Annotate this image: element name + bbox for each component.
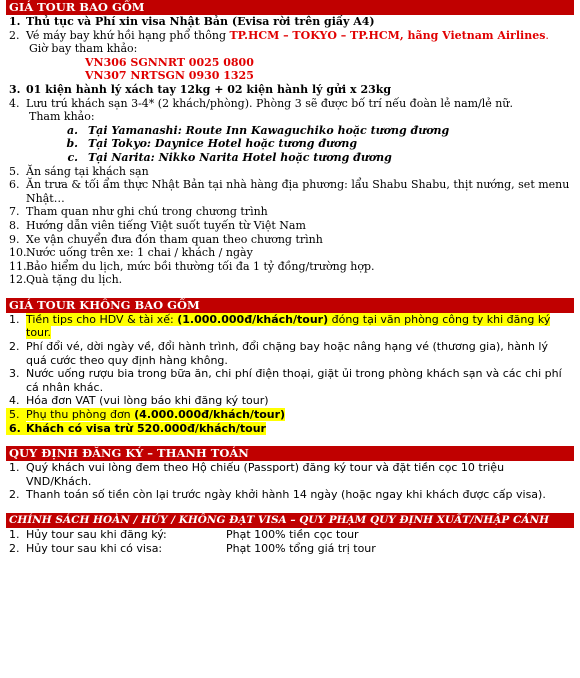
policy-header: CHÍNH SÁCH HOÀN / HỦY / KHÔNG ĐẠT VISA – QUY PHẠM QUY ĐỊNH XUẤT/NHẬP CẢNH	[6, 513, 574, 528]
list-item: 6. Ăn trưa & tối ẩm thực Nhật Bản tại nhà hàng địa phương: lẩu Shabu Shabu, thịt nướng, set menu Nhật…	[9, 178, 570, 205]
list-item: 9. Xe vận chuyển đưa đón tham quan theo chương trình	[9, 232, 323, 246]
list-item: 5. Phụ thu phòng đơn (4.000.000đ/khách/tour)	[6, 408, 574, 422]
list-item: 5. Ăn sáng tại khách sạn	[9, 164, 149, 178]
list-item: 3. Nước uống rượu bia trong bữa ăn, chi phí điện thoại, giặt ủi trong phòng khách sạn và các chi phí cá nhân khác.	[9, 367, 562, 394]
hotel-tokyo: b. Tại Tokyo: Daynice Hotel hoặc tương đương	[66, 137, 358, 151]
list-item: 4. Lưu trú khách sạn 3-4* (2 khách/phòng). Phòng 3 sẽ được bố trí nếu đoàn lẻ nam/lẻ nữ.	[9, 96, 513, 110]
list-item: 2. Hủy tour sau khi có visa: Phạt 100% tổng giá trị tour	[9, 541, 376, 555]
list-item: 1. Thủ tục và Phí xin visa Nhật Bản (Evisa rời trên giấy A4)	[9, 15, 375, 28]
list-item: 2. Vé máy bay khứ hồi hạng phổ thông TP.HCM – TOKYO – TP.HCM, hãng Vietnam Airlines.	[9, 28, 549, 42]
flight-2: VN307 NRTSGN 0930 1325	[85, 69, 254, 83]
list-item: 8. Hướng dẫn viên tiếng Việt suốt tuyến từ Việt Nam	[9, 218, 306, 232]
list-item: 1. Tiền tips cho HDV & tài xế: (1.000.000đ/khách/tour) đóng tại văn phòng công ty khi đăng ký tour.	[9, 312, 551, 340]
list-item: 1. Hủy tour sau khi đăng ký: Phạt 100% tiền cọc tour	[9, 528, 359, 541]
list-item: 1. Quý khách vui lòng đem theo Hộ chiếu (Passport) đăng ký tour và đặt tiền cọc 10 triệu VND/Khách.	[9, 461, 505, 488]
included-header: GIÁ TOUR BAO GỒM	[6, 0, 574, 15]
list-item: 6. Khách có visa trừ 520.000đ/khách/tour	[6, 422, 574, 436]
flight-ref-label: Giờ bay tham khảo:	[29, 42, 138, 56]
hotel-narita: c. Tại Narita: Nikko Narita Hotel hoặc tương đương	[67, 150, 392, 164]
hotel-yamanashi: a. Tại Yamanashi: Route Inn Kawaguchiko hoặc tương đương	[67, 123, 450, 137]
list-item: 4. Hóa đơn VAT (vui lòng báo khi đăng ký tour)	[9, 394, 269, 408]
excluded-header: GIÁ TOUR KHÔNG BAO GỒM	[6, 298, 574, 313]
list-item: 3. 01 kiện hành lý xách tay 12kg + 02 kiện hành lý gửi x 23kg	[9, 82, 392, 96]
list-item: 12. Quà tặng du lịch.	[9, 273, 123, 287]
list-item: 2. Thanh toán số tiền còn lại trước ngày khởi hành 14 ngày (hoặc ngay khi khách được cấp visa).	[9, 488, 546, 502]
flight-1: VN306 SGNNRT 0025 0800	[85, 55, 254, 69]
list-item: 10. Nước uống trên xe: 1 chai / khách / ngày	[9, 246, 253, 260]
registration-header: QUY ĐỊNH ĐĂNG KÝ – THANH TOÁN	[6, 446, 574, 461]
hotel-ref-label: Tham khảo:	[29, 110, 95, 124]
list-item: 2. Phí đổi vé, dời ngày về, đổi hành trình, đổi chặng bay hoặc nâng hạng vé (thương gia), hành lý quá cước theo quy định hàng không.	[9, 340, 548, 367]
list-item: 7. Tham quan như ghi chú trong chương trình	[9, 205, 268, 219]
list-item: 11. Bảo hiểm du lịch, mức bồi thường tối đa 1 tỷ đồng/trường hợp.	[9, 259, 375, 273]
